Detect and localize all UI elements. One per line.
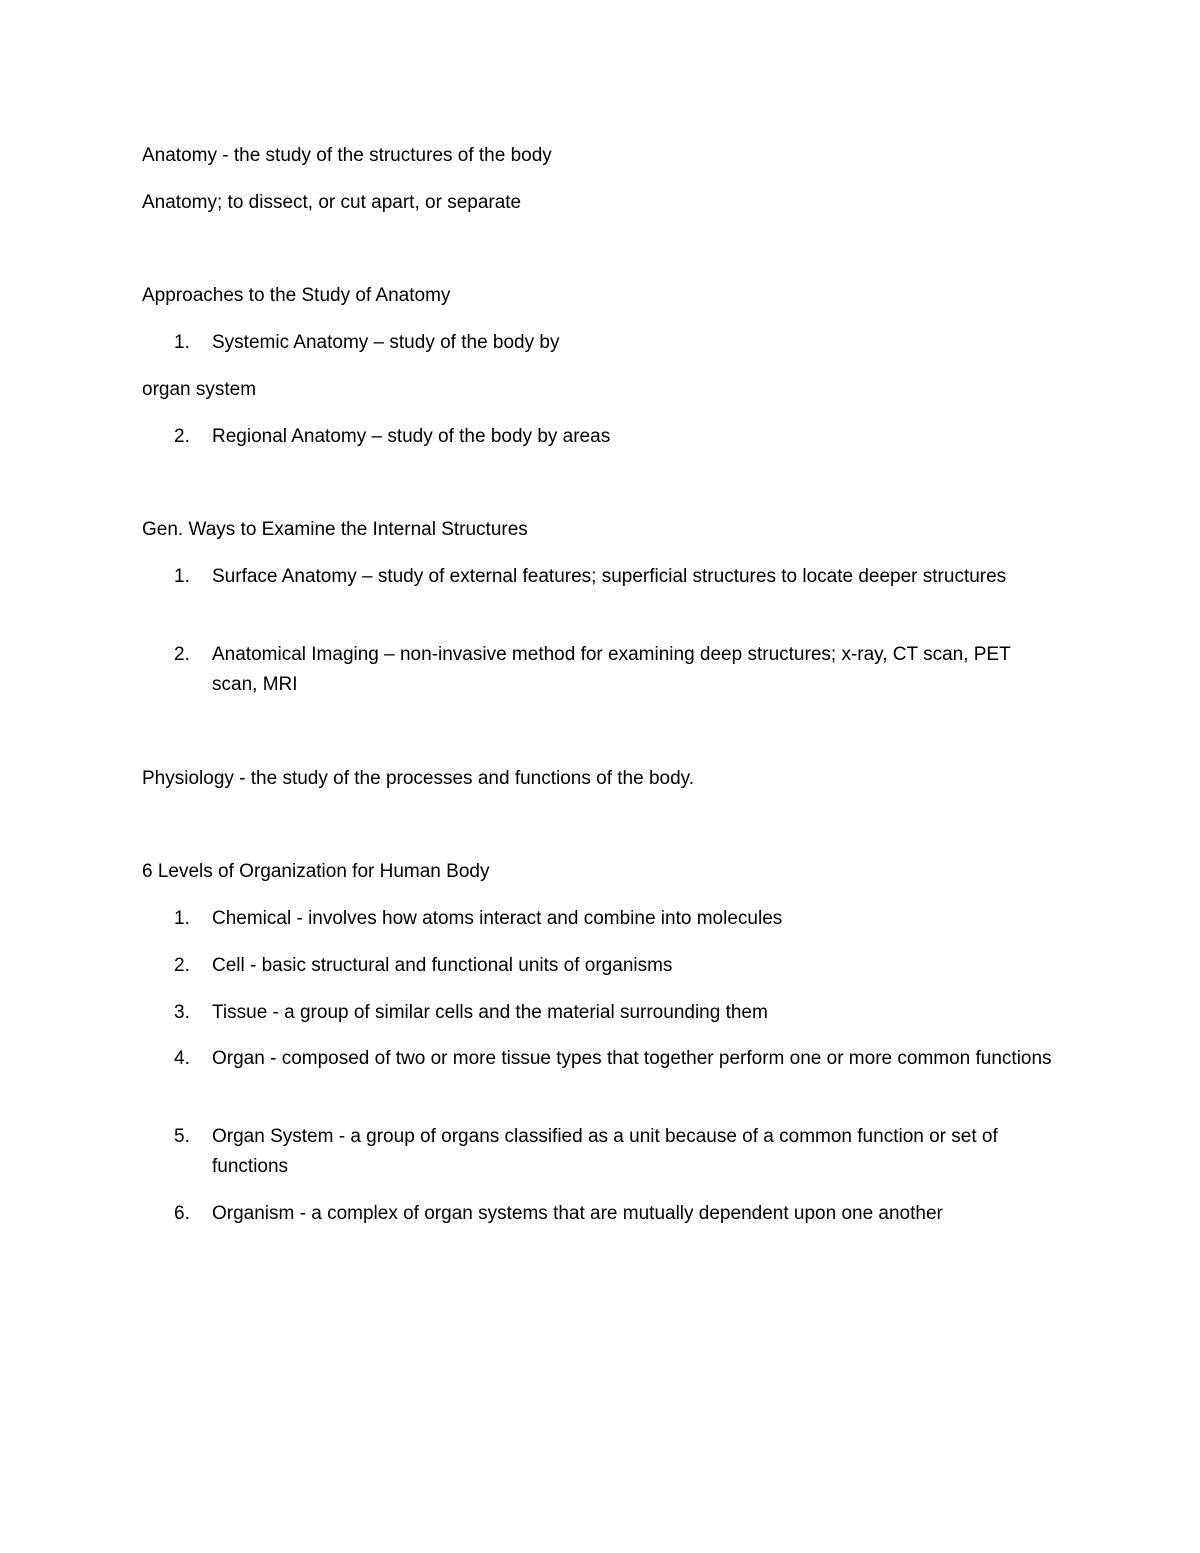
list-item [142,328,1052,358]
list-number: 4. [174,1048,190,1069]
list-text: Organ System - a group of organs classified as a unit because of a common function or set of functions [212,1126,998,1177]
list-item [142,1122,1052,1182]
list-number: 1. [174,566,190,587]
list-text: Chemical - involves how atoms interact and combine into molecules [212,908,783,929]
list-number: 2. [174,955,190,976]
list-item [142,998,1052,1028]
list-item [142,1199,1052,1229]
anatomy-etymology: Anatomy; to dissect, or cut apart, or separate [142,192,522,213]
list-item [142,951,1052,981]
approaches-heading: Approaches to the Study of Anatomy [142,285,451,306]
list-text: Systemic Anatomy – study of the body by [212,332,560,353]
list-text: Regional Anatomy – study of the body by areas [212,426,611,447]
list-number: 2. [174,644,190,665]
list-text: Surface Anatomy – study of external features; superficial structures to locate deeper structures [212,566,1007,587]
list-text: Cell - basic structural and functional units of organisms [212,955,673,976]
list-text: Tissue - a group of similar cells and the material surrounding them [212,1002,768,1023]
ways-heading: Gen. Ways to Examine the Internal Structures [142,519,528,540]
list-item [142,1044,1052,1074]
list-number: 1. [174,332,190,353]
list-number: 3. [174,1002,190,1023]
list-item [142,562,1052,592]
list-text: Organ - composed of two or more tissue types that together perform one or more common functions [212,1048,1052,1069]
list-item [142,422,1052,452]
list-number: 5. [174,1126,190,1147]
list-number: 2. [174,426,190,447]
list-item [142,904,1052,934]
list-number: 1. [174,908,190,929]
list-item-continuation: organ system [142,379,257,400]
list-number: 6. [174,1203,190,1224]
list-text: Organism - a complex of organ systems that are mutually dependent upon one another [212,1203,943,1224]
levels-heading: 6 Levels of Organization for Human Body [142,861,490,882]
anatomy-definition: Anatomy - the study of the structures of the body [142,145,552,166]
physiology-definition: Physiology - the study of the processes and functions of the body. [142,768,695,789]
list-text: Anatomical Imaging – non-invasive method for examining deep structures; x-ray, CT scan, PET scan, MRI [212,644,1011,695]
list-item [142,640,1052,700]
